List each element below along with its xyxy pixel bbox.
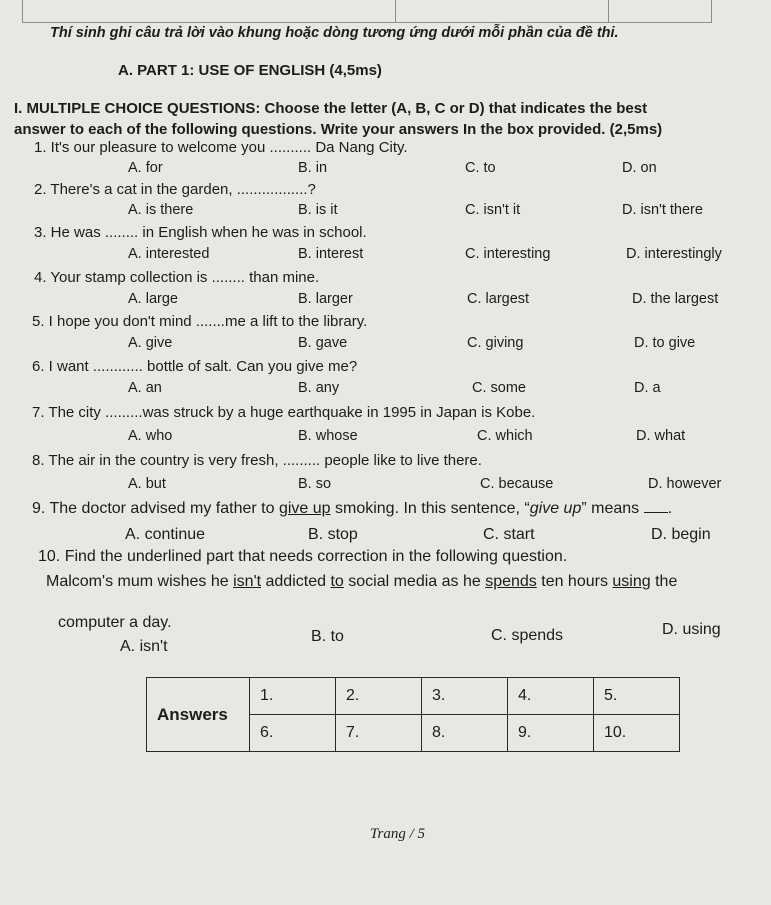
option-a: A. but (128, 476, 166, 492)
underlined-phrase: give up (278, 500, 331, 517)
header-instruction: Thí sinh ghi câu trả lời vào khung hoặc dòng tương ứng dưới mỗi phần của đề thi. (50, 25, 619, 41)
option-a: A. is there (128, 202, 194, 218)
option-d: D. interestingly (626, 246, 722, 262)
option-d: D. what (636, 428, 686, 444)
option-b: B. any (298, 380, 340, 396)
section-title: I. MULTIPLE CHOICE QUESTIONS: Choose the letter (A, B, C or D) that indicates the best (14, 100, 648, 117)
option-b: B. interest (298, 246, 364, 262)
option-c: C. start (483, 526, 535, 543)
question-9-text: smoking. In this sentence, “ (330, 500, 530, 517)
underlined-part-c: spends (485, 573, 537, 590)
question-10-sentence (46, 573, 677, 591)
answer-cell[interactable]: 7. (336, 715, 422, 752)
header-divider (608, 0, 609, 22)
option-d: D. a (634, 380, 661, 396)
question-10-sentence-end: computer a day. (58, 614, 172, 631)
option-a: A. isn't (120, 638, 168, 655)
table-row (147, 678, 680, 715)
option-c: C. some (472, 380, 526, 396)
option-b: B. in (298, 160, 328, 176)
answer-cell[interactable]: 6. (250, 715, 336, 752)
answer-cell[interactable]: 8. (422, 715, 508, 752)
option-a: A. give (128, 335, 173, 351)
option-a: A. interested (128, 246, 210, 262)
answer-cell[interactable]: 3. (422, 678, 508, 715)
option-c: C. interesting (465, 246, 551, 262)
option-b: B. gave (298, 335, 348, 351)
answer-cell[interactable]: 9. (508, 715, 594, 752)
question-9-text: 9. The doctor advised my father to (32, 500, 279, 517)
option-d: D. the largest (632, 291, 719, 307)
option-a: A. continue (125, 526, 206, 543)
question-1: 1. It's our pleasure to welcome you .......... Da Nang City. (34, 139, 408, 156)
option-a: A. for (128, 160, 163, 176)
answer-cell[interactable]: 5. (594, 678, 680, 715)
sentence-text: the (650, 573, 678, 590)
part-title: A. PART 1: USE OF ENGLISH (4,5ms) (118, 62, 382, 79)
answer-cell[interactable]: 2. (336, 678, 422, 715)
question-10: 10. Find the underlined part that needs correction in the following question. (38, 548, 568, 565)
page-footer: Trang / 5 (370, 826, 426, 842)
option-d: D. using (662, 621, 721, 638)
header-divider (395, 0, 396, 22)
option-b: B. stop (308, 526, 358, 543)
option-c: C. to (465, 160, 496, 176)
underlined-part-d: using (612, 573, 651, 590)
sentence-text: social media as he (343, 573, 486, 590)
option-c: C. spends (491, 627, 564, 644)
sentence-text: ten hours (536, 573, 613, 590)
question-6: 6. I want ............ bottle of salt. Can you give me? (32, 358, 358, 375)
question-9-text: ” means (581, 500, 640, 517)
option-c: C. isn't it (465, 202, 521, 218)
answers-label: Answers (147, 678, 250, 752)
option-d: D. however (648, 476, 722, 492)
answer-cell[interactable]: 10. (594, 715, 680, 752)
answer-cell[interactable]: 4. (508, 678, 594, 715)
answer-blank (644, 500, 668, 513)
option-d: D. to give (634, 335, 696, 351)
option-d: D. begin (651, 526, 711, 543)
quoted-phrase: give up (529, 500, 582, 517)
option-b: B. whose (298, 428, 358, 444)
option-c: C. largest (467, 291, 530, 307)
option-b: B. larger (298, 291, 353, 307)
question-5: 5. I hope you don't mind .......me a lift to the library. (32, 313, 368, 330)
sentence-text: addicted (261, 573, 331, 590)
header-boxes (22, 0, 712, 23)
option-d: D. on (622, 160, 657, 176)
option-a: A. large (128, 291, 178, 307)
question-4: 4. Your stamp collection is ........ than mine. (34, 269, 320, 286)
underlined-part-a: isn't (233, 573, 262, 590)
answer-cell[interactable]: 1. (250, 678, 336, 715)
option-c: C. because (480, 476, 554, 492)
question-9: 9. The doctor advised my father to give up smoking. In this sentence, “give up” means . (32, 500, 673, 517)
question-3: 3. He was ........ in English when he was in school. (34, 224, 367, 241)
option-b: B. is it (298, 202, 338, 218)
question-7: 7. The city .........was struck by a huge earthquake in 1995 in Japan is Kobe. (32, 404, 536, 421)
answer-table (146, 677, 680, 752)
sentence-text: Malcom's mum wishes he (46, 573, 234, 590)
section-title-cont: answer to each of the following questions. Write your answers In the box provided. (2,5ms) (14, 121, 663, 138)
option-c: C. giving (467, 335, 524, 351)
option-b: B. to (311, 628, 344, 645)
underlined-part-b: to (330, 573, 344, 590)
option-a: A. who (128, 428, 173, 444)
option-c: C. which (477, 428, 533, 444)
option-a: A. an (128, 380, 162, 396)
question-8: 8. The air in the country is very fresh, ......... people like to live there. (32, 452, 482, 469)
option-d: D. isn't there (622, 202, 703, 218)
option-b: B. so (298, 476, 332, 492)
question-2: 2. There's a cat in the garden, .................? (34, 181, 316, 198)
